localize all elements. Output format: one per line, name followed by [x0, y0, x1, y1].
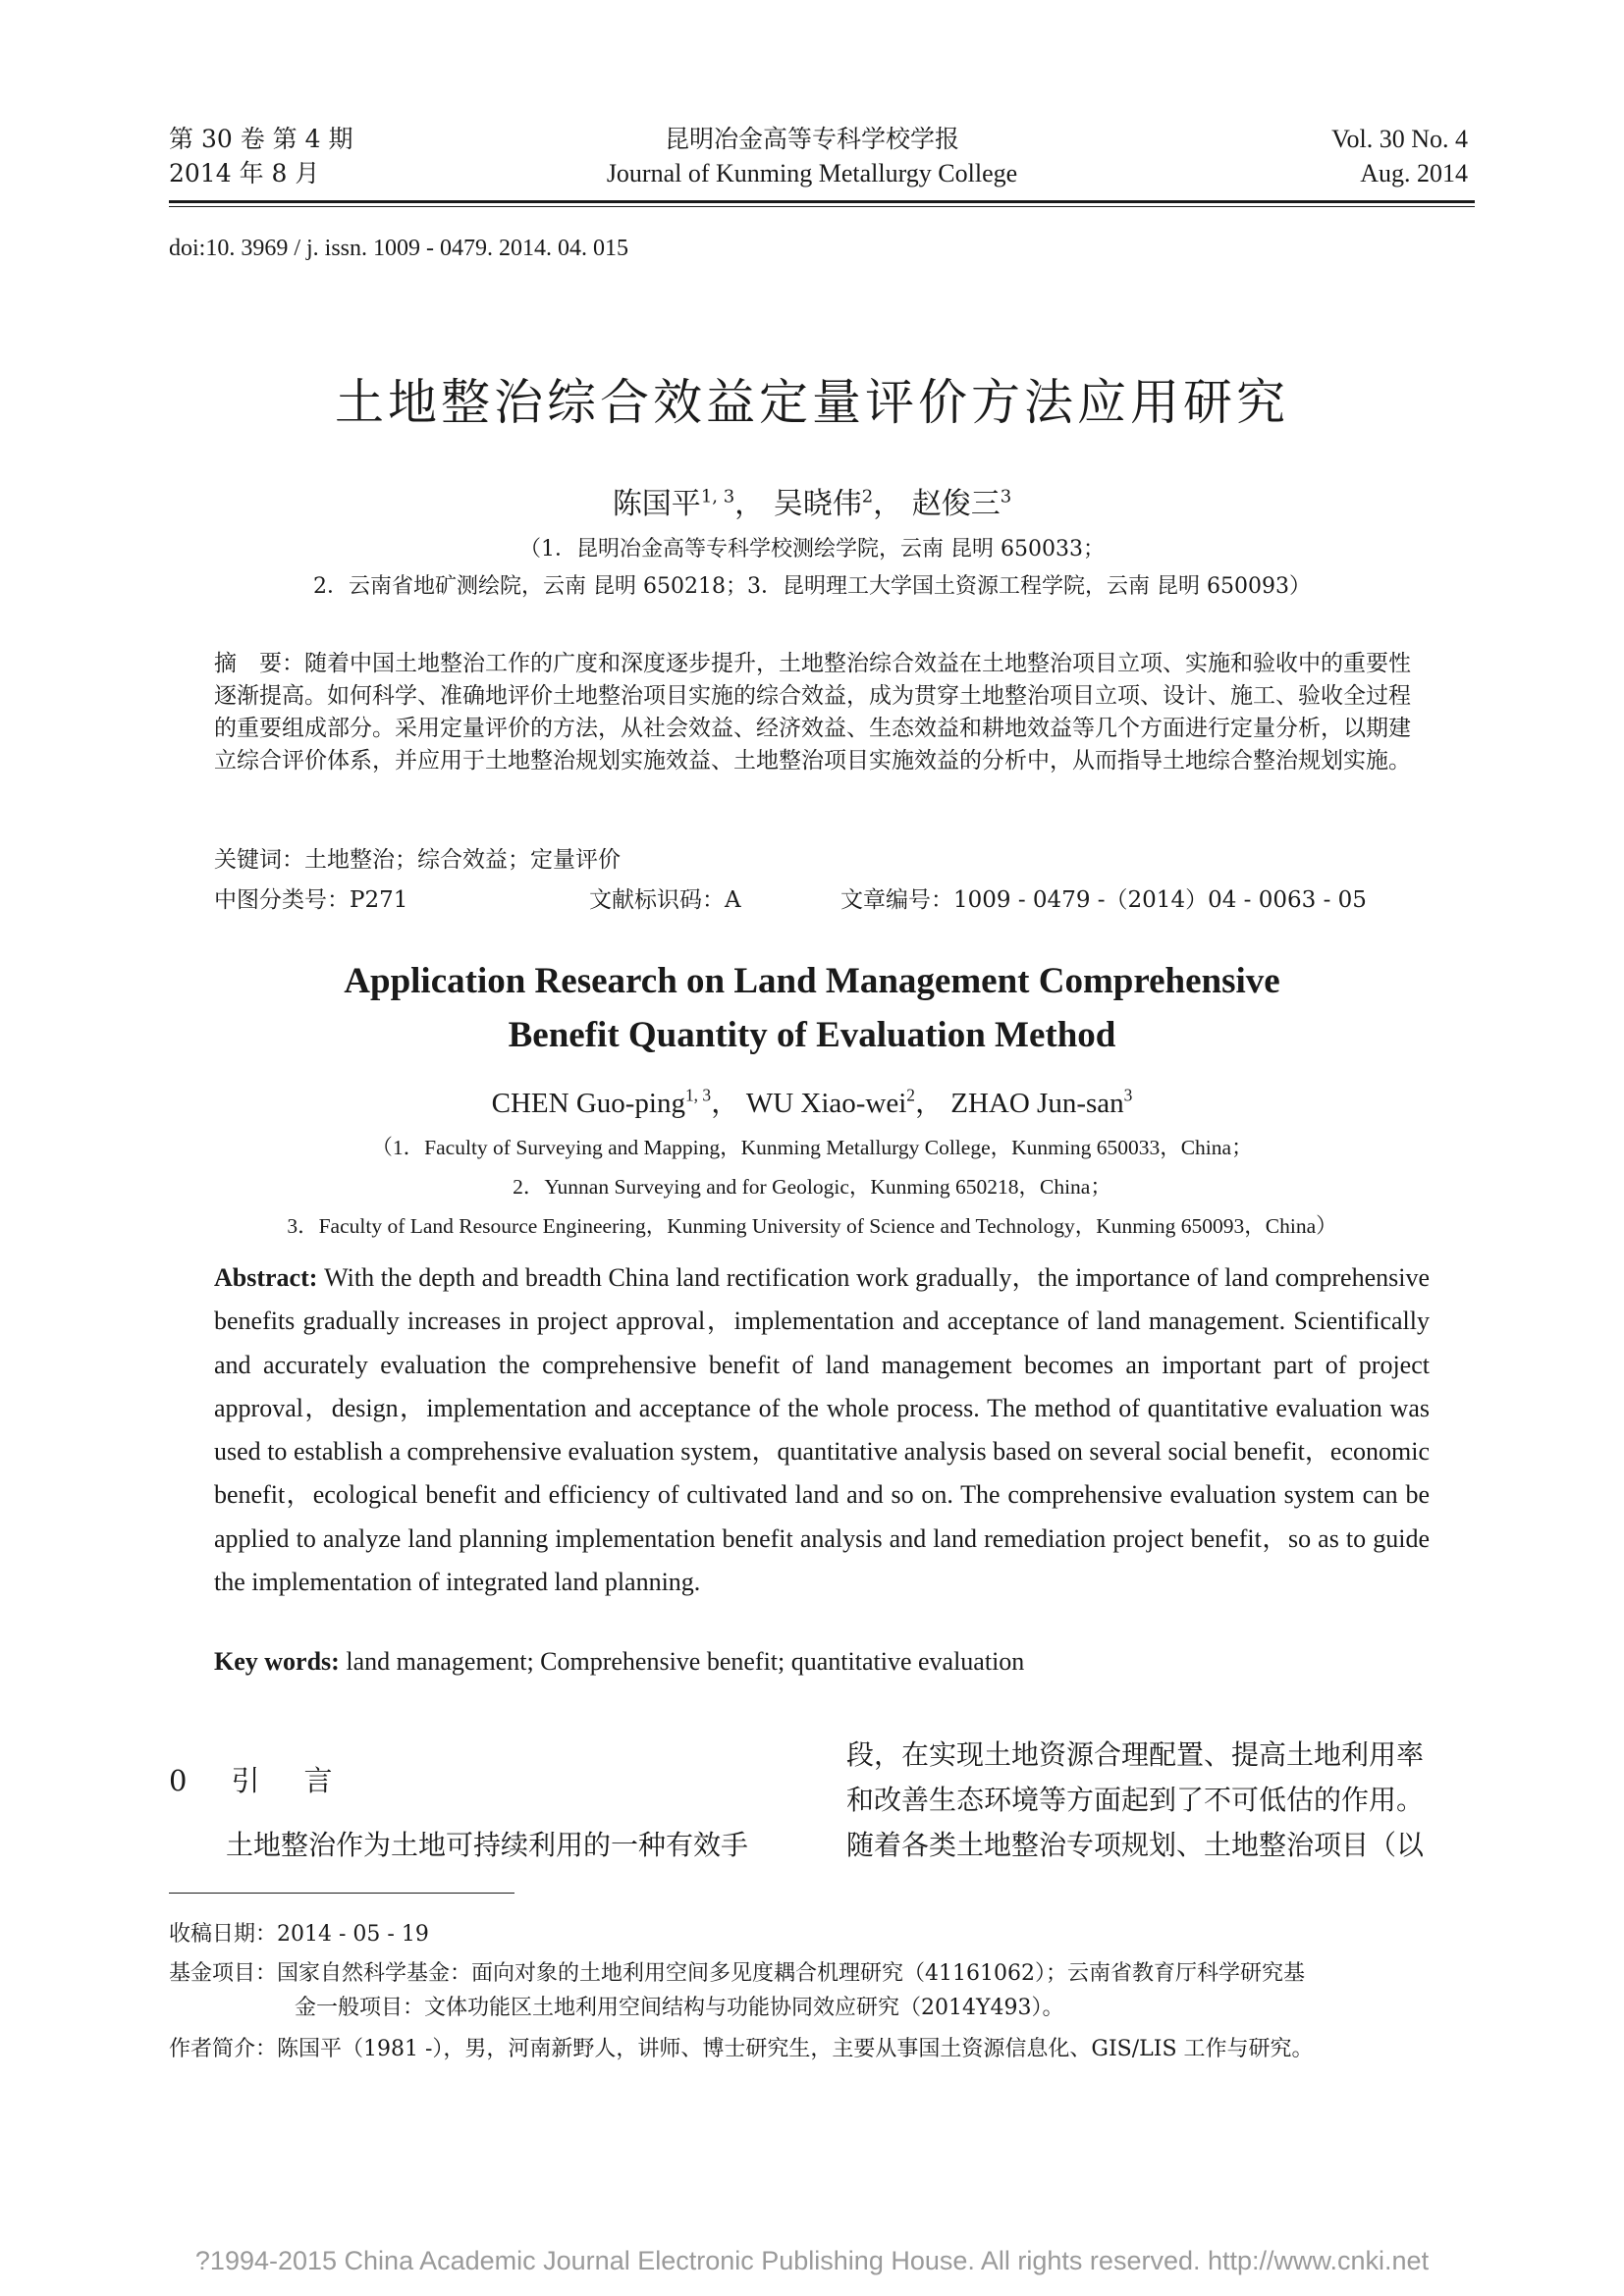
body-text-left-line-1: 土地整治作为土地可持续利用的一种有效手 — [226, 1829, 749, 1861]
keywords-en-text: land management; Comprehensive benefit; quantitative evaluation — [346, 1647, 1025, 1676]
author-2-en-sup: 2 — [906, 1085, 915, 1105]
author-1-cn: 陈国平 — [612, 487, 701, 521]
abstract-cn-text: 随着中国土地整治工作的广度和深度逐步提升，土地整治综合效益在土地整治项目立项、实施和验收中的重要性逐渐提高。如何科学、准确地评价土地整治项目实施的综合效益，成为贯穿土地整治项目立项、设计、施工、验收全过程的重要组成部分。采用定量评价的方法，从社会效益、经济效益、生态效益和耕地效益等几个方面进行定量分析，以期建立综合评价体系，并应用于土地整治规划实施效益、土地整治项目实施效益的分析中，从而指导土地综合整治规划实施。 — [214, 651, 1411, 774]
footnote-fund-line-2: 金一般项目：文体功能区土地利用空间结构与功能协同效应研究（2014Y493）。 — [295, 1996, 1064, 2020]
keywords-cn-text: 土地整治；综合效益；定量评价 — [304, 847, 621, 873]
author-2-cn-sup: 2 — [861, 486, 874, 507]
author-3-cn-sup: 3 — [1000, 486, 1012, 507]
abstract-en: Abstract: With the depth and breadth China land rectification work gradually，the importance of land comprehensive benefits gradually increases in project approval，implementation and acceptance of land management. Scientifically and accurately evaluation the comprehensive benefit of land management becomes an important part of project approval，design，implementation and acceptance of the whole process. The method of quantitative evaluation was used to establish a comprehensive evaluation system，quantitative analysis based on several social benefit，economic benefit，ecological benefit and efficiency of cultivated land and so on. The comprehensive evaluation system can be applied to analyze land planning implementation benefit analysis and land remediation project benefit，so as to guide the implementation of integrated land planning. — [214, 1263, 1431, 1597]
header-rule-thick — [169, 200, 1475, 203]
header-date-cn: 2014 年 8 月 — [169, 159, 320, 187]
author-1-en: CHEN Guo-ping — [491, 1088, 685, 1119]
author-3-cn: 赵俊三 — [911, 487, 1001, 521]
footnote-author-bio: 作者简介：陈国平（1981 -），男，河南新野人，讲师、博士研究生，主要从事国土资源信息化、GIS/LIS 工作与研究。 — [169, 2037, 1314, 2061]
title-en-line-1: Application Research on Land Management Comprehensive — [344, 961, 1280, 1001]
abstract-en-label: Abstract — [214, 1263, 309, 1292]
keywords-en: Key words: land management; Comprehensive benefit; quantitative evaluation — [214, 1647, 1025, 1676]
author-1-cn-sup: 1, 3 — [700, 486, 735, 507]
header-date-en: Aug. 2014 — [1360, 159, 1468, 187]
affiliation-en-2: 2．Yunnan Surveying and for Geologic，Kunming 650218，China； — [513, 1175, 1111, 1199]
authors-en: CHEN Guo-ping$^{1, 3}$， WU Xiao-wei$^2$， ZHAO Jun-san$^3$ — [491, 1085, 1133, 1119]
keywords-cn-label: 关键词： — [214, 847, 304, 873]
abstract-cn — [214, 648, 1430, 777]
footnote-received-date: 收稿日期：2014 - 05 - 19 — [169, 1922, 429, 1947]
author-3-en-sup: 3 — [1123, 1085, 1133, 1105]
author-1-en-sup: 1, 3 — [684, 1085, 712, 1105]
section-heading-intro: 0 引 言 — [169, 1764, 341, 1797]
article-number: 文章编号：1009 - 0479 -（2014）04 - 0063 - 05 — [840, 887, 1367, 913]
copyright-footer: ?1994-2015 China Academic Journal Electronic Publishing House. All rights reserved. http://www.cnki.net — [194, 2246, 1430, 2275]
body-text-right-line-2: 和改善生态环境等方面起到了不可低估的作用。 — [846, 1784, 1425, 1816]
footnote-rule — [169, 1893, 514, 1894]
header-volume-en: Vol. 30 No. 4 — [1331, 125, 1468, 153]
title-en-line-2: Benefit Quantity of Evaluation Method — [508, 1015, 1116, 1055]
affiliation-en-1: （1．Faculty of Surveying and Mapping，Kunming Metallurgy College，Kunming 650033，China； — [371, 1136, 1253, 1159]
header-volume-issue: 第 30 卷 第 4 期 — [169, 125, 353, 153]
title-cn: 土地整治综合效益定量评价方法应用研究 — [335, 374, 1289, 431]
abstract-cn-label: 摘 要： — [214, 651, 304, 676]
body-text-right-line-1: 段，在实现土地资源合理配置、提高土地利用率 — [846, 1738, 1425, 1771]
keywords-en-label: Key words — [214, 1647, 332, 1676]
author-2-cn: 吴晓伟 — [773, 487, 862, 521]
footnote-fund-line-1: 基金项目：国家自然科学基金：面向对象的土地利用空间多见度耦合机理研究（41161062）；云南省教育厅科学研究基 — [169, 1961, 1305, 1986]
body-text-right-line-3: 随着各类土地整治专项规划、土地整治项目（以 — [846, 1829, 1425, 1861]
affiliation-cn-2: 2．云南省地矿测绘院，云南 昆明 650218；3．昆明理工大学国土资源工程学院，云南 昆明 650093） — [313, 574, 1311, 599]
doi: doi:10. 3969 / j. issn. 1009 - 0479. 2014. 04. 015 — [169, 236, 629, 261]
clc-number: 中图分类号：P271 — [214, 887, 408, 913]
author-3-en: ZHAO Jun-san — [950, 1088, 1124, 1119]
document-code: 文献标识码：A — [589, 887, 741, 913]
affiliation-cn-1: （1．昆明冶金高等专科学校测绘学院，云南 昆明 650033； — [519, 537, 1105, 561]
keywords-cn — [214, 844, 1430, 877]
abstract-en-text: With the depth and breadth China land rectification work gradually，the importance of land comprehensive benefits gradually increases in project approval，implementation and acceptance of land management. Scientifically and accurately evaluation the comprehensive benefit of land management becomes an important part of project approval，design，implementation and acceptance of the whole process. The method of quantitative evaluation was used to establish a comprehensive evaluation system，quantitative analysis based on several social benefit，economic benefit，ecological benefit and efficiency of cultivated land and so on. The comprehensive evaluation system can be applied to analyze land planning implementation benefit analysis and land remediation project benefit，so as to guide the implementation of integrated land planning. — [214, 1263, 1431, 1597]
header-journal-name-cn: 昆明冶金高等专科学校学报 — [664, 125, 959, 153]
author-2-en: WU Xiao-wei — [745, 1088, 907, 1119]
header-journal-name-en: Journal of Kunming Metallurgy College — [606, 159, 1018, 187]
header-rule-thin — [169, 206, 1475, 207]
authors-cn: 陈国平$^{1, 3}$， 吴晓伟$^2$， 赵俊三$^3$ — [612, 486, 1012, 521]
affiliation-en-3: 3．Faculty of Land Resource Engineering，Kunming University of Science and Technology，Kunming 650093，China） — [287, 1214, 1337, 1238]
